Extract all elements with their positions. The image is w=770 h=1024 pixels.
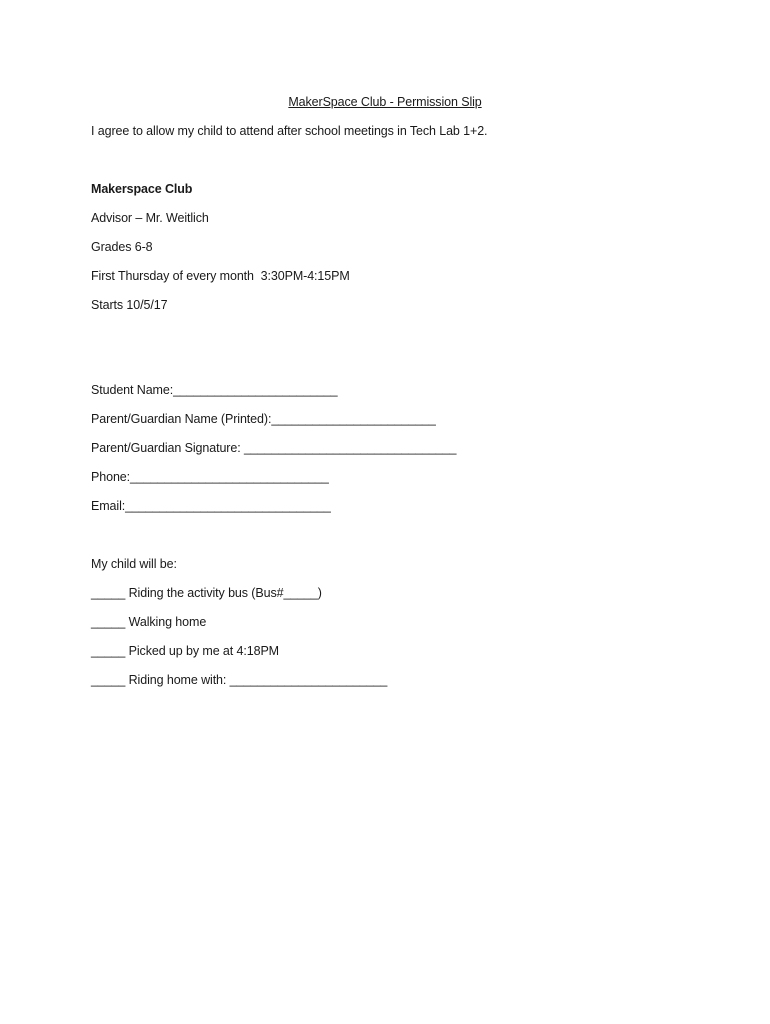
transport-option-ride-with[interactable]: _____ Riding home with: _______________________ [91, 673, 388, 687]
student-name-field[interactable]: Student Name:________________________ [91, 383, 338, 397]
transport-heading: My child will be: [91, 557, 177, 571]
club-name: Makerspace Club [91, 182, 193, 196]
phone-field[interactable]: Phone:_____________________________ [91, 470, 329, 484]
document-title: MakerSpace Club - Permission Slip [288, 95, 482, 109]
club-start-date: Starts 10/5/17 [91, 298, 168, 312]
transport-option-pickup[interactable]: _____ Picked up by me at 4:18PM [91, 644, 279, 658]
club-grades: Grades 6-8 [91, 240, 153, 254]
guardian-signature-field[interactable]: Parent/Guardian Signature: _______________________________ [91, 441, 457, 455]
guardian-name-field[interactable]: Parent/Guardian Name (Printed):________________________ [91, 412, 436, 426]
transport-option-bus[interactable]: _____ Riding the activity bus (Bus#_____) [91, 586, 322, 600]
transport-option-walking[interactable]: _____ Walking home [91, 615, 207, 629]
intro-statement: I agree to allow my child to attend after school meetings in Tech Lab 1+2. [91, 124, 488, 138]
club-schedule: First Thursday of every month 3:30PM-4:15PM [91, 269, 350, 283]
email-field[interactable]: Email:______________________________ [91, 499, 331, 513]
club-advisor: Advisor – Mr. Weitlich [91, 211, 209, 225]
